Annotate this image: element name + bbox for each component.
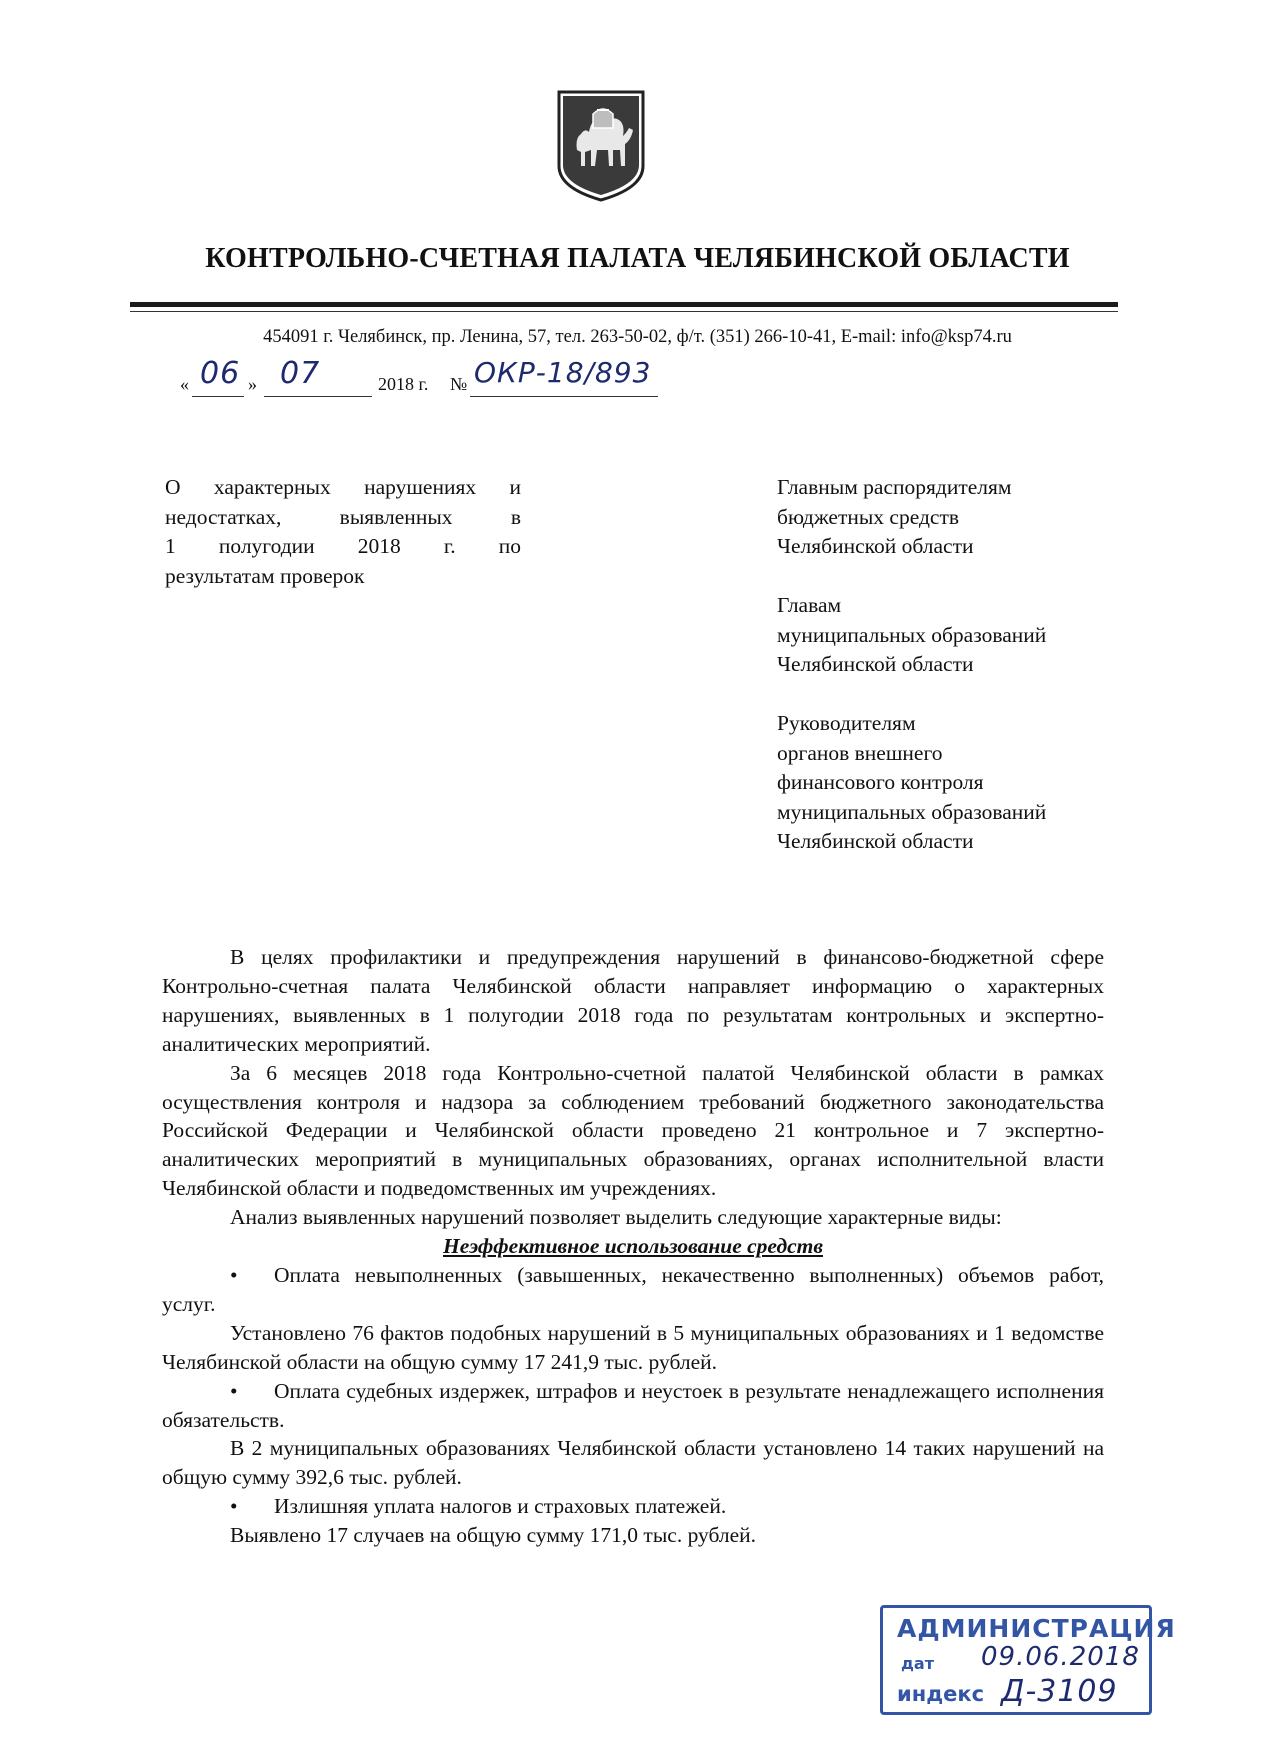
incoming-registration-stamp bbox=[880, 1605, 1176, 1715]
registration-line bbox=[180, 356, 740, 406]
letter-body bbox=[162, 943, 1104, 1550]
addressee-line: Челябинской области bbox=[777, 829, 974, 853]
bullet-icon: • bbox=[230, 1494, 238, 1519]
subject-line: результатам проверок bbox=[165, 563, 365, 588]
bullet-text: Излишняя уплата налогов и страховых платежей. bbox=[274, 1494, 727, 1519]
bullet-text: Оплата судебных издержек, штрафов и неустоек в результате ненадлежащего исполнения обязательств. bbox=[162, 1378, 1104, 1432]
registration-month: 07 bbox=[280, 356, 321, 391]
stamp-index-label: индекс bbox=[897, 1682, 985, 1706]
registration-year: 2018 г. bbox=[378, 374, 429, 394]
quote-close: » bbox=[248, 374, 257, 394]
addressees-block bbox=[777, 473, 1137, 886]
number-underline bbox=[470, 396, 658, 397]
addressee-line: муниципальных образований bbox=[777, 799, 1047, 824]
bullet-text: Оплата невыполненных (завышенных, некачественно выполненных) объемов работ, услуг. bbox=[162, 1262, 1104, 1316]
letter-subject bbox=[165, 473, 521, 591]
addressee-line: муниципальных образований bbox=[777, 622, 1047, 647]
bullet-item bbox=[162, 1492, 1104, 1521]
header-divider-thick bbox=[130, 302, 1118, 307]
number-sign: № bbox=[450, 374, 468, 394]
day-underline bbox=[192, 396, 244, 397]
body-paragraph: В целях профилактики и предупреждения нарушений в финансово-бюджетной сфере Контрольно-счетная палата Челябинской области направляет информацию о характерных нарушениях, выявленных в 1 полугодии 2018 года по результатам контрольных и экспертно-аналитических мероприятий. bbox=[162, 945, 1104, 1056]
body-paragraph: Установлено 76 фактов подобных нарушений в 5 муниципальных образованиях и 1 ведомстве Челябинской области на общую сумму 17 241,9 тыс. рублей. bbox=[162, 1320, 1104, 1374]
stamp-title: АДМИНИСТРАЦИЯ bbox=[897, 1614, 1176, 1643]
bullet-icon: • bbox=[230, 1262, 238, 1287]
body-paragraph: За 6 месяцев 2018 года Контрольно-счетной палатой Челябинской области в рамках осуществления контроля и надзора за соблюдением требований бюджетного законодательства Российской Федерации и Челябинской области проведено 21 контрольное и 7 экспертно-аналитических мероприятий в муниципальных образованиях, органах исполнительной власти Челябинской области и подведомственных им учреждениях. bbox=[162, 1060, 1104, 1201]
addressee-line: Челябинской области bbox=[777, 534, 974, 558]
month-underline bbox=[264, 396, 372, 397]
organization-title: КОНТРОЛЬНО-СЧЕТНАЯ ПАЛАТА ЧЕЛЯБИНСКОЙ ОБЛАСТИ bbox=[205, 243, 1070, 274]
bullet-item bbox=[162, 1377, 1104, 1435]
subject-line: недостатках, выявленных в bbox=[165, 504, 521, 529]
header-divider-thin bbox=[130, 311, 1118, 312]
addressee-line: бюджетных средств bbox=[777, 504, 960, 529]
addressee-line: финансового контроля bbox=[777, 770, 984, 794]
registration-number: ОКР-18/893 bbox=[474, 356, 652, 389]
stamp-date-label: дат bbox=[901, 1654, 934, 1673]
bullet-item bbox=[162, 1261, 1104, 1319]
subject-line: 1 полугодии 2018 г. по bbox=[165, 534, 521, 558]
addressee-line: Руководителям bbox=[777, 711, 916, 735]
addressee-group bbox=[777, 591, 1137, 680]
stamp-index-value: Д-3109 bbox=[1001, 1674, 1118, 1709]
body-paragraph: Выявлено 17 случаев на общую сумму 171,0 тыс. рублей. bbox=[230, 1523, 757, 1548]
addressee-group bbox=[777, 709, 1137, 857]
body-paragraph: Анализ выявленных нарушений позволяет выделить следующие характерные виды: bbox=[230, 1205, 1002, 1230]
stamp-date: 09.06.2018 bbox=[981, 1642, 1140, 1672]
bullet-icon: • bbox=[230, 1378, 238, 1403]
body-paragraph: В 2 муниципальных образованиях Челябинской области установлено 14 таких нарушений на общую сумму 392,6 тыс. рублей. bbox=[162, 1436, 1104, 1490]
addressee-line: Главным распорядителям bbox=[777, 475, 1012, 499]
addressee-line: органов внешнего bbox=[777, 740, 943, 765]
addressee-line: Челябинской области bbox=[777, 652, 974, 676]
coat-of-arms-icon bbox=[553, 88, 649, 204]
section-heading: Неэффективное использование средств bbox=[443, 1234, 823, 1259]
subject-line: О характерных нарушениях и bbox=[165, 475, 521, 499]
registration-day: 06 bbox=[200, 356, 241, 391]
quote-open: « bbox=[180, 374, 189, 394]
addressee-line: Главам bbox=[777, 593, 842, 617]
addressee-group bbox=[777, 473, 1137, 562]
organization-address: 454091 г. Челябинск, пр. Ленина, 57, тел. 263-50-02, ф/т. (351) 266-10-41, E-mail: info@ksp74.ru bbox=[263, 327, 1012, 347]
